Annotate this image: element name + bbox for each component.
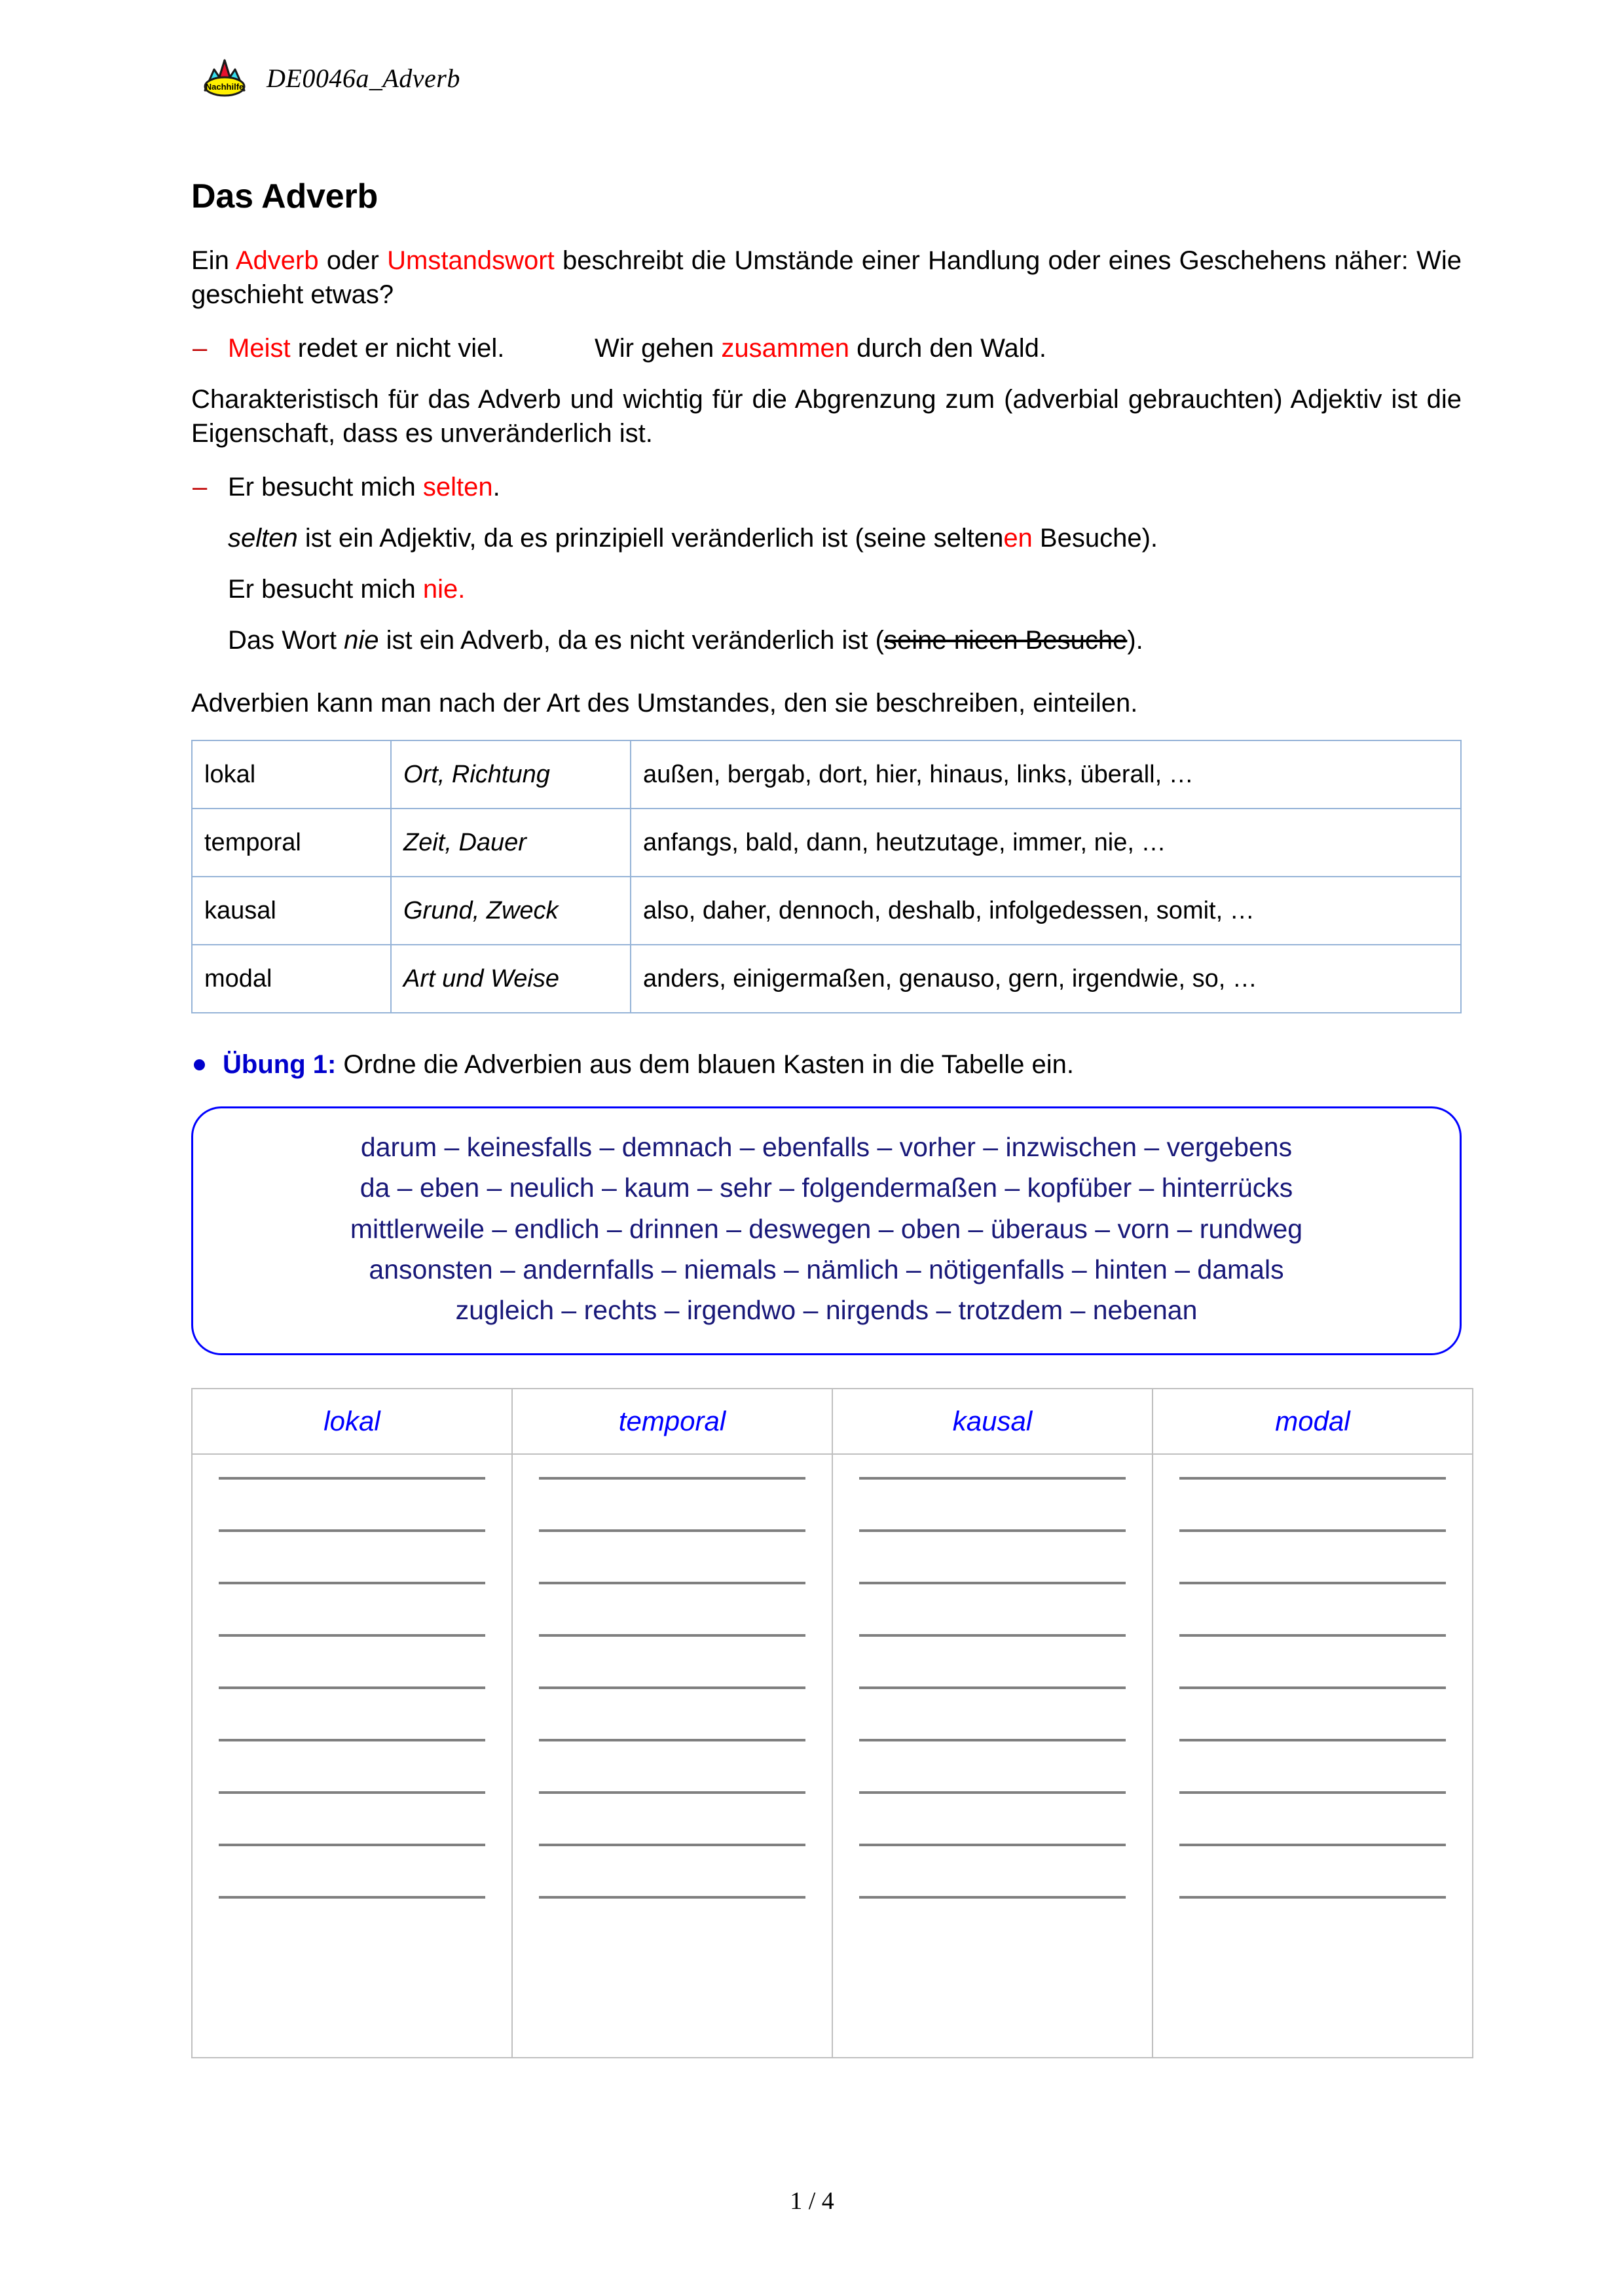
fill-in-line[interactable] xyxy=(859,1529,1126,1532)
logo-label: Nachhilfe xyxy=(205,82,244,92)
intro-part1: Ein xyxy=(191,246,236,275)
fill-in-line[interactable] xyxy=(1179,1844,1446,1846)
answer-header-kausal: kausal xyxy=(832,1389,1153,1454)
selten-suffix-en: en xyxy=(1003,524,1033,553)
example-right-pre: Wir gehen xyxy=(595,334,722,363)
selten-explanation-post: Besuche). xyxy=(1032,524,1158,553)
fill-in-line[interactable] xyxy=(859,1686,1126,1689)
answer-table-header-row xyxy=(192,1389,1473,1454)
fill-in-line[interactable] xyxy=(219,1791,485,1794)
intro-paragraph xyxy=(191,244,1462,312)
nie-strikethrough: seine nieen Besuche xyxy=(883,626,1128,655)
fill-in-line[interactable] xyxy=(219,1686,485,1689)
fill-in-line[interactable] xyxy=(219,1739,485,1741)
fill-in-line[interactable] xyxy=(1179,1634,1446,1637)
fill-in-line[interactable] xyxy=(219,1529,485,1532)
nie-keyword: nie. xyxy=(422,575,466,604)
cat-type: temporal xyxy=(192,809,391,877)
fill-in-line[interactable] xyxy=(219,1634,485,1637)
example-left-rest: redet er nicht viel. xyxy=(290,334,505,363)
document-header xyxy=(200,58,460,98)
fill-in-line[interactable] xyxy=(539,1896,805,1899)
nie-explanation xyxy=(191,623,1462,657)
example-right-keyword: zusammen xyxy=(721,334,850,363)
fill-in-line[interactable] xyxy=(1179,1582,1446,1584)
cat-examples: außen, bergab, dort, hier, hinaus, links, überall, … xyxy=(631,740,1461,809)
example-right xyxy=(595,331,1462,365)
answer-header-modal: modal xyxy=(1153,1389,1473,1454)
fill-in-line[interactable] xyxy=(859,1477,1126,1480)
bullet-dot-icon xyxy=(194,1059,205,1070)
page-footer: 1 / 4 xyxy=(790,2187,834,2215)
table-row xyxy=(192,877,1461,945)
cat-type: modal xyxy=(192,945,391,1013)
selten-explanation xyxy=(191,521,1462,555)
table-lead-paragraph: Adverbien kann man nach der Art des Umstandes, den sie beschreiben, einteilen. xyxy=(191,689,1138,718)
example-left xyxy=(228,331,595,365)
fill-in-line[interactable] xyxy=(539,1739,805,1741)
cat-type: kausal xyxy=(192,877,391,945)
selten-line-pre: Er besucht mich xyxy=(228,473,423,501)
table-row xyxy=(192,809,1461,877)
document-code: DE0046a_Adverb xyxy=(267,63,460,93)
fill-in-line[interactable] xyxy=(1179,1529,1446,1532)
fill-in-line[interactable] xyxy=(539,1582,805,1584)
fill-in-line[interactable] xyxy=(539,1844,805,1846)
fill-in-line[interactable] xyxy=(1179,1686,1446,1689)
cat-examples: anfangs, bald, dann, heutzutage, immer, nie, … xyxy=(631,809,1461,877)
fill-in-line[interactable] xyxy=(219,1477,485,1480)
cat-meaning: Ort, Richtung xyxy=(391,740,631,809)
answer-cell-modal[interactable] xyxy=(1153,1454,1473,2058)
answer-cell-lokal[interactable] xyxy=(192,1454,512,2058)
exercise-instruction: Ordne die Adverbien aus dem blauen Kasten in die Tabelle ein. xyxy=(336,1050,1075,1079)
word-bank-line: da – eben – neulich – kaum – sehr – folgendermaßen – kopfüber – hinterrücks xyxy=(360,1173,1293,1203)
intro-part2: oder xyxy=(318,246,388,275)
nie-line-pre: Er besucht mich xyxy=(228,575,423,604)
fill-in-line[interactable] xyxy=(1179,1739,1446,1741)
cat-examples: anders, einigermaßen, genauso, gern, irgendwie, so, … xyxy=(631,945,1461,1013)
answer-cell-temporal[interactable] xyxy=(512,1454,832,2058)
fill-in-line[interactable] xyxy=(859,1582,1126,1584)
example-row-1 xyxy=(191,331,1462,365)
fill-in-line[interactable] xyxy=(1179,1896,1446,1899)
page-title: Das Adverb xyxy=(191,177,378,215)
selten-keyword: selten xyxy=(422,473,493,501)
fill-in-line[interactable] xyxy=(1179,1791,1446,1794)
answer-sorting-table xyxy=(191,1388,1473,2058)
word-bank-line: zugleich – rechts – irgendwo – nirgends – trotzdem – nebenan xyxy=(455,1295,1198,1326)
fill-in-line[interactable] xyxy=(219,1896,485,1899)
intro-keyword-umstandswort: Umstandswort xyxy=(387,246,555,275)
answer-header-lokal: lokal xyxy=(192,1389,512,1454)
nachhilfe-logo-icon xyxy=(200,58,249,98)
selten-explanation-mid: ist ein Adjektiv, da es prinzipiell veränderlich ist (seine selten xyxy=(297,524,1004,553)
fill-in-line[interactable] xyxy=(539,1791,805,1794)
nie-example-line xyxy=(191,572,1462,606)
cat-meaning: Zeit, Dauer xyxy=(391,809,631,877)
adverb-category-table xyxy=(191,740,1462,1013)
nie-explanation-pre: Das Wort xyxy=(228,626,344,655)
word-bank-line: mittlerweile – endlich – drinnen – deswegen – oben – überaus – vorn – rundweg xyxy=(350,1213,1303,1244)
exercise-heading xyxy=(191,1048,1462,1082)
word-bank-box xyxy=(191,1106,1462,1355)
cat-type: lokal xyxy=(192,740,391,809)
fill-in-line[interactable] xyxy=(219,1582,485,1584)
fill-in-line[interactable] xyxy=(859,1739,1126,1741)
fill-in-line[interactable] xyxy=(859,1896,1126,1899)
dash-bullet-icon-2: – xyxy=(193,473,208,501)
document-content xyxy=(191,177,1462,2058)
nie-explanation-mid: ist ein Adverb, da es nicht veränderlich ist ( xyxy=(378,626,884,655)
fill-in-line[interactable] xyxy=(219,1844,485,1846)
answer-cell-kausal[interactable] xyxy=(832,1454,1153,2058)
intro-part3: beschreibt die Umstände einer Handlung oder eines Geschehens näher: Wie geschieht etwas? xyxy=(191,246,1462,309)
dash-bullet-icon: – xyxy=(193,334,208,363)
nie-explanation-post: ). xyxy=(1127,626,1143,655)
cat-meaning: Art und Weise xyxy=(391,945,631,1013)
cat-meaning: Grund, Zweck xyxy=(391,877,631,945)
answer-header-temporal: temporal xyxy=(512,1389,832,1454)
fill-in-line[interactable] xyxy=(1179,1477,1446,1480)
fill-in-line[interactable] xyxy=(539,1634,805,1637)
fill-in-line[interactable] xyxy=(539,1529,805,1532)
table-row xyxy=(192,945,1461,1013)
answer-table-body-row xyxy=(192,1454,1473,2058)
cat-examples: also, daher, dennoch, deshalb, infolgedessen, somit, … xyxy=(631,877,1461,945)
fill-in-line[interactable] xyxy=(539,1686,805,1689)
fill-in-line[interactable] xyxy=(859,1634,1126,1637)
exercise-label: Übung 1: xyxy=(223,1050,337,1079)
selten-line-post: . xyxy=(492,473,500,501)
example-left-keyword: Meist xyxy=(228,334,291,363)
nie-italic: nie xyxy=(344,626,379,655)
fill-in-line[interactable] xyxy=(859,1791,1126,1794)
word-bank-line: ansonsten – andernfalls – niemals – nämlich – nötigenfalls – hinten – damals xyxy=(369,1254,1284,1285)
selten-example-line xyxy=(191,470,1462,504)
word-bank-line: darum – keinesfalls – demnach – ebenfalls – vorher – inzwischen – vergebens xyxy=(360,1132,1293,1162)
fill-in-line[interactable] xyxy=(539,1477,805,1480)
fill-in-line[interactable] xyxy=(859,1844,1126,1846)
table-row xyxy=(192,740,1461,809)
example-right-post: durch den Wald. xyxy=(849,334,1046,363)
intro-keyword-adverb: Adverb xyxy=(235,246,319,275)
selten-italic: selten xyxy=(228,524,298,553)
characteristic-paragraph: Charakteristisch für das Adverb und wichtig für die Abgrenzung zum (adverbial gebrauchten) Adjektiv ist die Eigenschaft, dass es unveränderlich ist. xyxy=(191,385,1462,448)
